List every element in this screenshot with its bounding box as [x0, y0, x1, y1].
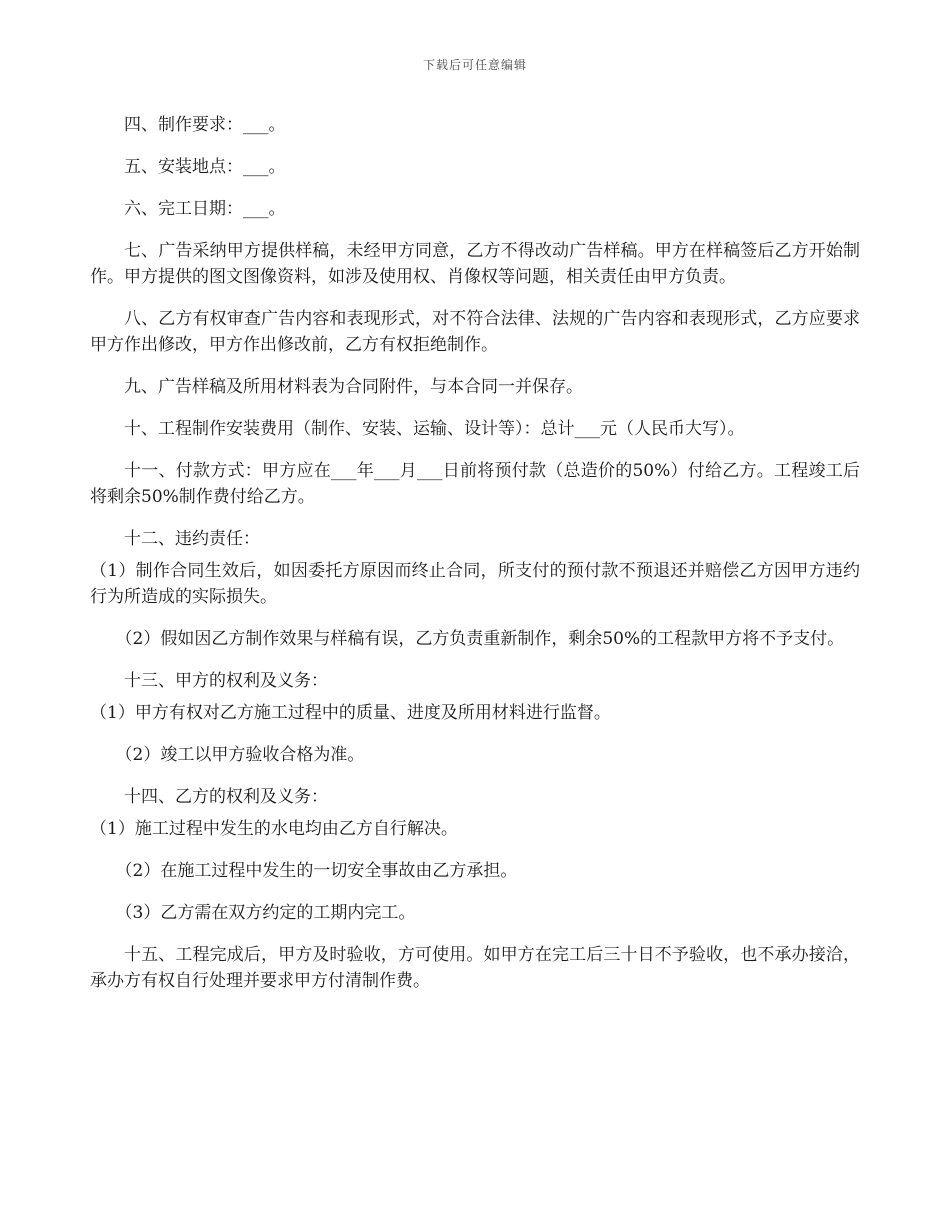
- clause-14-item-1: （1）施工过程中发生的水电均由乙方自行解决。: [90, 819, 458, 839]
- clause-10: 十、工程制作安装费用（制作、安装、运输、设计等）：总计___元（人民币大写）。: [124, 419, 745, 439]
- clause-11: 十一、付款方式：甲方应在___年___月___日前将预付款（总造价的50%）付给乙方。工程竣工后将剩余50%制作费付给乙方。: [90, 461, 860, 507]
- clause-4: 四、制作要求：___。: [124, 115, 286, 135]
- clause-12-item-2: （2）假如因乙方制作效果与样稿有误，乙方负责重新制作，剩余50%的工程款甲方将不予支付。: [115, 629, 845, 649]
- clause-15: 十五、工程完成后，甲方及时验收，方可使用。如甲方在完工后三十日不予验收，也不承办接洽，承办方有权自行处理并要求甲方付清制作费。: [90, 945, 860, 991]
- page-header: 下载后可任意编辑: [422, 58, 527, 72]
- clause-14-item-3: （3）乙方需在双方约定的工期内完工。: [115, 903, 416, 923]
- document-body: [90, 112, 860, 994]
- clause-13-title: 十三、甲方的权利及义务：: [124, 671, 328, 691]
- clause-14-title: 十四、乙方的权利及义务：: [124, 787, 328, 807]
- clause-7: 七、广告采纳甲方提供样稿，未经甲方同意，乙方不得改动广告样稿。甲方在样稿签后乙方开始制作。甲方提供的图文图像资料，如涉及使用权、肖像权等问题，相关责任由甲方负责。: [90, 241, 860, 287]
- clause-13-item-1: （1）甲方有权对乙方施工过程中的质量、进度及所用材料进行监督。: [90, 703, 611, 723]
- clause-8: 八、乙方有权审查广告内容和表现形式，对不符合法律、法规的广告内容和表现形式，乙方应要求甲方作出修改，甲方作出修改前，乙方有权拒绝制作。: [90, 309, 860, 355]
- clause-5: 五、安装地点：___。: [124, 157, 286, 177]
- clause-12-title: 十二、违约责任：: [124, 529, 260, 549]
- clause-6: 六、完工日期：___。: [124, 199, 286, 219]
- clause-12-item-1: （1）制作合同生效后，如因委托方原因而终止合同，所支付的预付款不预退还并赔偿乙方因甲方违约行为所造成的实际损失。: [90, 561, 860, 607]
- clause-9: 九、广告样稿及所用材料表为合同附件，与本合同一并保存。: [124, 377, 583, 397]
- clause-13-item-2: （2）竣工以甲方验收合格为准。: [115, 745, 365, 765]
- clause-14-item-2: （2）在施工过程中发生的一切安全事故由乙方承担。: [115, 861, 518, 881]
